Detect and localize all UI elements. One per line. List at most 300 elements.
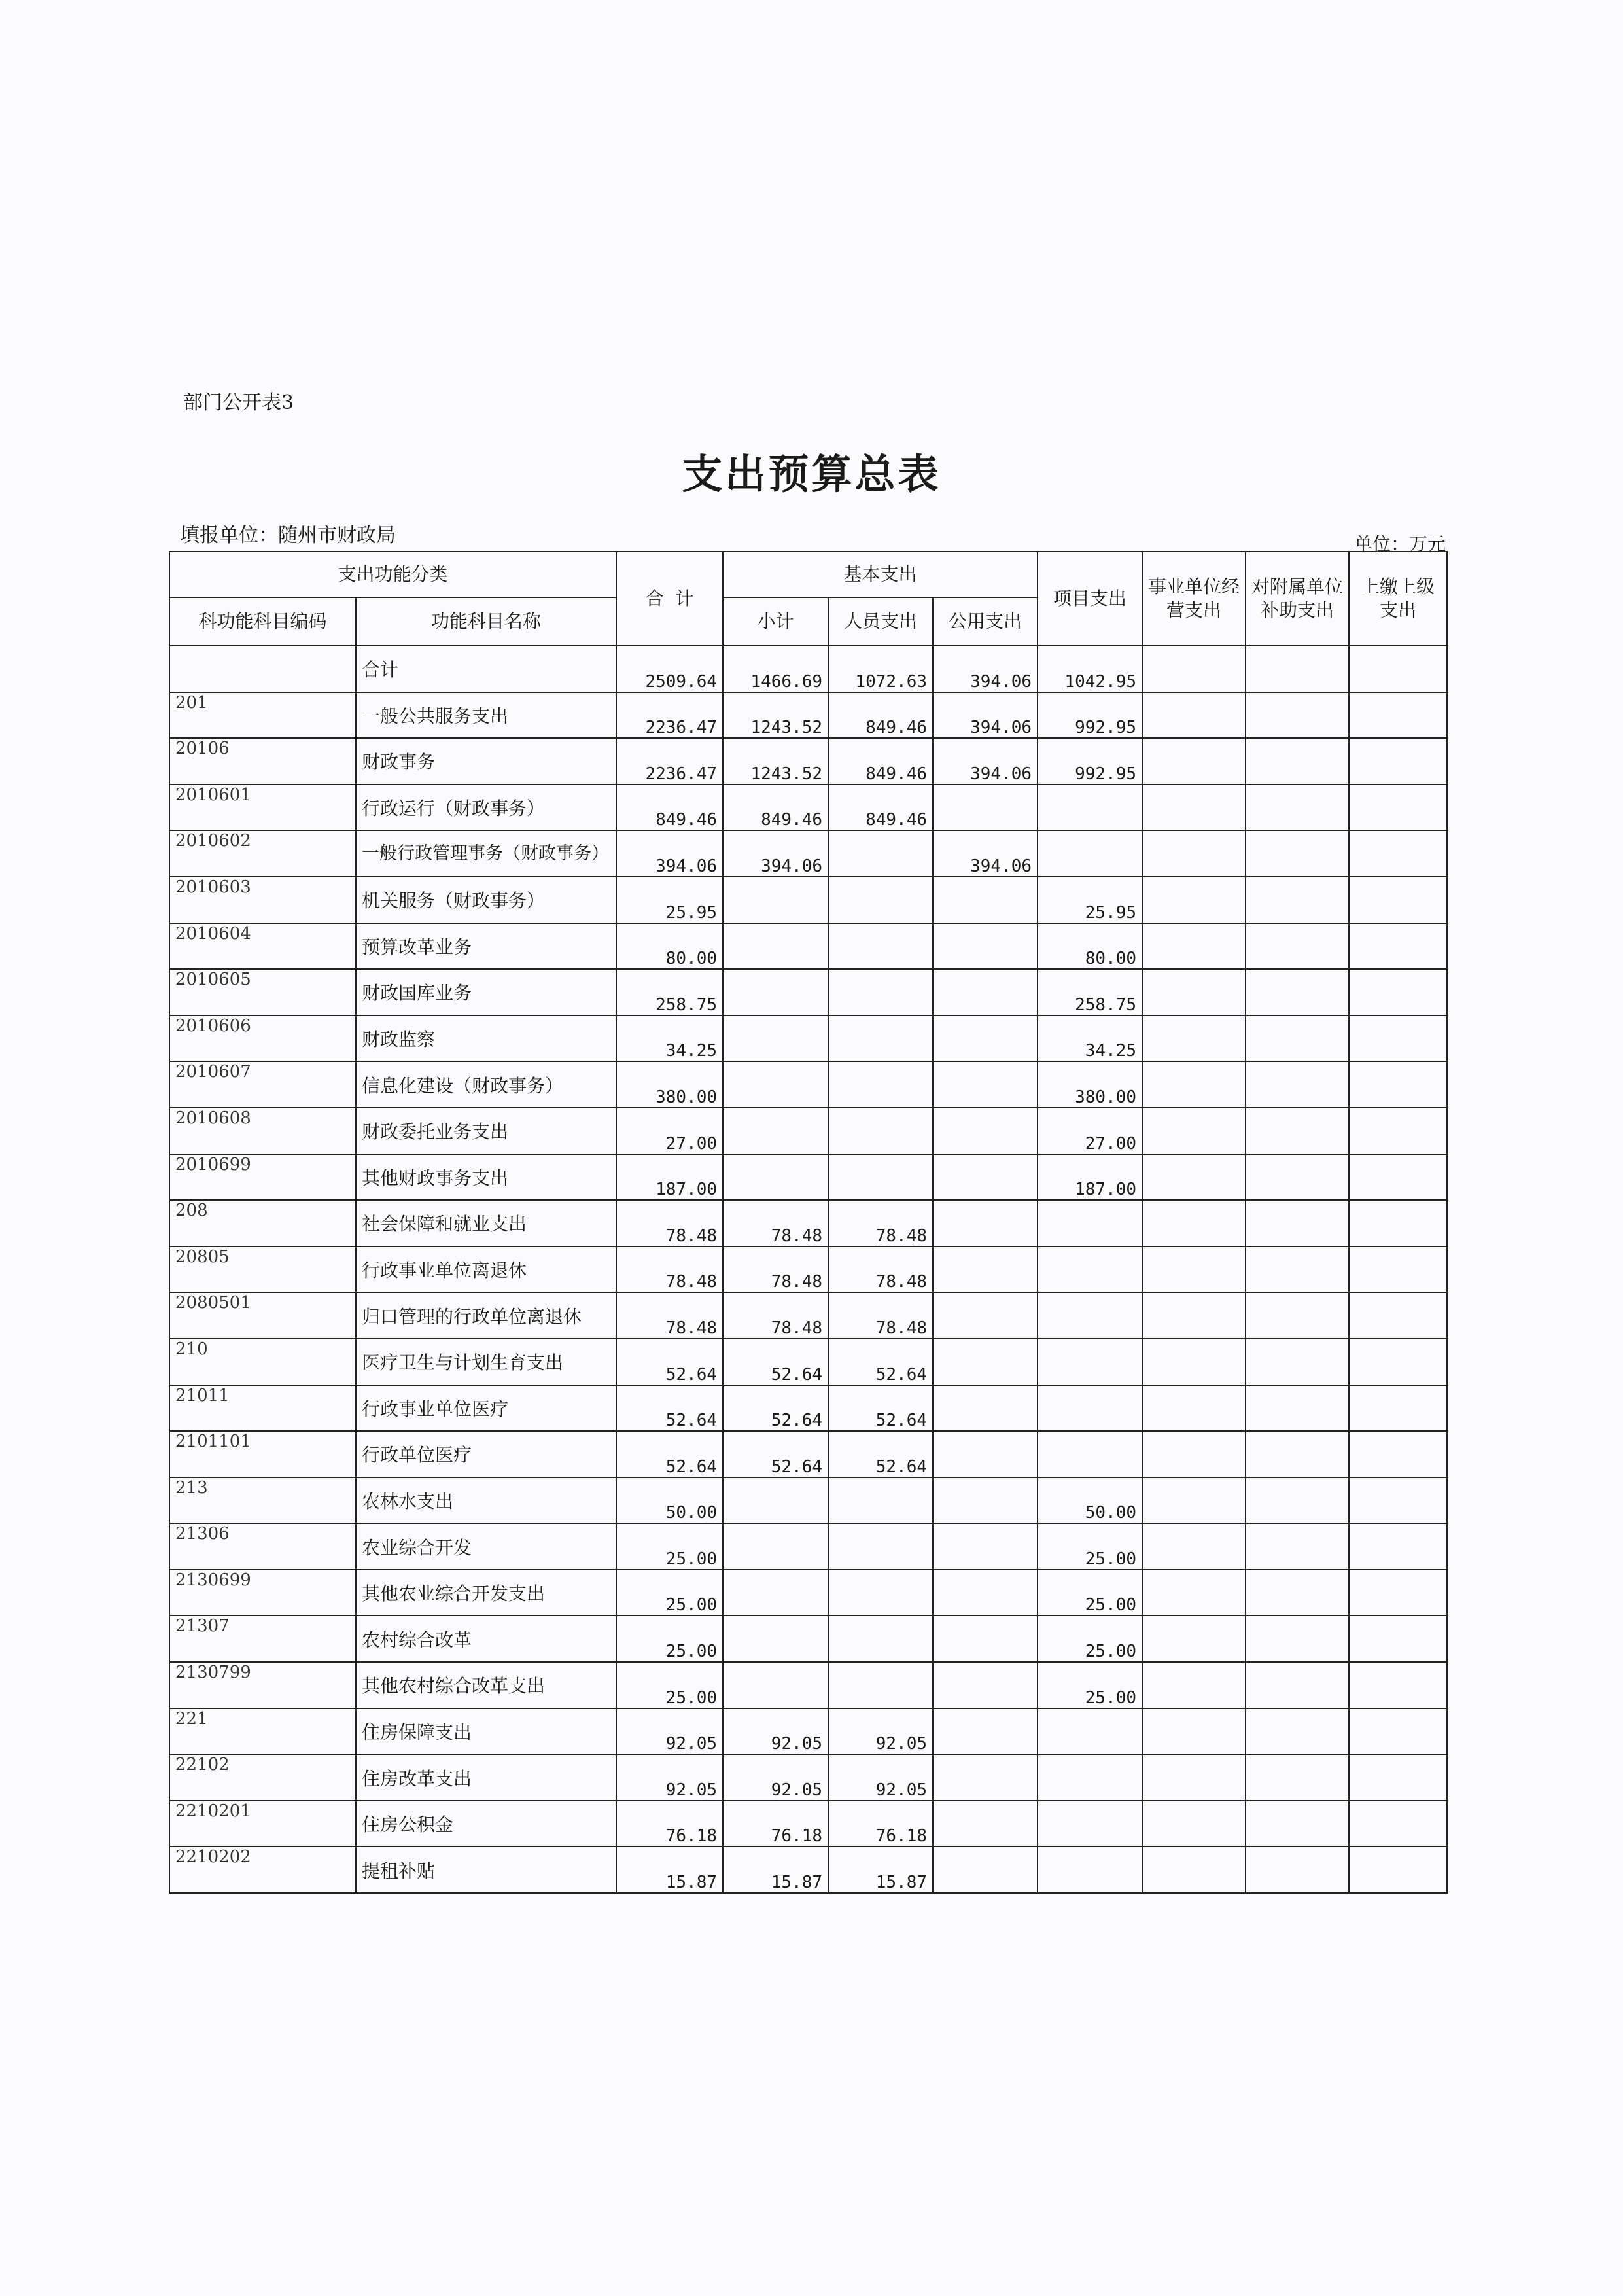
row-name: 医疗卫生与计划生育支出 [356, 1339, 616, 1385]
row-upper [1349, 1523, 1447, 1570]
row-name: 社会保障和就业支出 [356, 1200, 616, 1246]
row-personnel: 78.48 [828, 1246, 933, 1293]
row-personnel [828, 923, 933, 970]
row-subtotal [723, 1662, 828, 1708]
row-name: 合计 [356, 646, 616, 692]
row-code: 2010699 [169, 1154, 356, 1201]
row-biz-unit [1142, 646, 1246, 692]
row-project [1038, 1339, 1142, 1385]
row-upper [1349, 1016, 1447, 1062]
row-biz-unit [1142, 1754, 1246, 1801]
row-project: 187.00 [1038, 1154, 1142, 1201]
row-subtotal: 78.48 [723, 1200, 828, 1246]
row-upper [1349, 1385, 1447, 1432]
row-name: 农林水支出 [356, 1477, 616, 1524]
row-code: 208 [169, 1200, 356, 1246]
row-code: 20805 [169, 1246, 356, 1293]
row-code: 21306 [169, 1523, 356, 1570]
form-number: 部门公开表3 [183, 391, 294, 414]
row-subsidy [1246, 1801, 1349, 1847]
row-biz-unit [1142, 1061, 1246, 1108]
row-subtotal [723, 1061, 828, 1108]
row-biz-unit [1142, 1385, 1246, 1432]
row-personnel: 1072.63 [828, 646, 933, 692]
row-upper [1349, 1154, 1447, 1201]
row-code: 2010601 [169, 785, 356, 831]
row-total: 2236.47 [616, 738, 723, 785]
row-subtotal [723, 1016, 828, 1062]
row-public [933, 1754, 1038, 1801]
row-personnel: 92.05 [828, 1754, 933, 1801]
row-subsidy [1246, 1754, 1349, 1801]
row-public: 394.06 [933, 692, 1038, 739]
row-upper [1349, 969, 1447, 1016]
row-public [933, 1708, 1038, 1755]
table-row [169, 1523, 1447, 1570]
row-name: 行政事业单位医疗 [356, 1385, 616, 1432]
row-project: 34.25 [1038, 1016, 1142, 1062]
row-name: 其他财政事务支出 [356, 1154, 616, 1201]
row-upper [1349, 692, 1447, 739]
table-row [169, 1154, 1447, 1201]
row-biz-unit [1142, 1339, 1246, 1385]
table-row [169, 692, 1447, 739]
row-subsidy [1246, 923, 1349, 970]
header-basic: 基本支出 [723, 552, 1038, 597]
row-biz-unit [1142, 1154, 1246, 1201]
row-biz-unit [1142, 923, 1246, 970]
row-code: 2010603 [169, 877, 356, 923]
row-personnel: 52.64 [828, 1385, 933, 1432]
row-upper [1349, 1477, 1447, 1524]
row-subtotal [723, 969, 828, 1016]
row-public [933, 1339, 1038, 1385]
table-row [169, 877, 1447, 923]
row-biz-unit [1142, 738, 1246, 785]
row-subsidy [1246, 969, 1349, 1016]
table-row [169, 1061, 1447, 1108]
row-code: 2210202 [169, 1846, 356, 1893]
row-subtotal: 78.48 [723, 1292, 828, 1339]
row-personnel [828, 1523, 933, 1570]
row-public [933, 1200, 1038, 1246]
row-name: 预算改革业务 [356, 923, 616, 970]
row-subtotal: 92.05 [723, 1754, 828, 1801]
row-public [933, 923, 1038, 970]
row-total: 25.00 [616, 1616, 723, 1662]
row-upper [1349, 1246, 1447, 1293]
row-name: 财政国库业务 [356, 969, 616, 1016]
row-personnel [828, 969, 933, 1016]
header-subtotal: 小计 [723, 597, 828, 646]
row-name: 行政事业单位离退休 [356, 1246, 616, 1293]
header-func-class: 支出功能分类 [169, 552, 616, 597]
row-code: 2210201 [169, 1801, 356, 1847]
row-upper [1349, 1846, 1447, 1893]
row-upper [1349, 1108, 1447, 1154]
row-subsidy [1246, 1385, 1349, 1432]
row-project [1038, 1846, 1142, 1893]
row-total: 78.48 [616, 1200, 723, 1246]
table-row [169, 1801, 1447, 1847]
row-project: 80.00 [1038, 923, 1142, 970]
row-upper [1349, 1200, 1447, 1246]
row-upper [1349, 1708, 1447, 1755]
row-upper [1349, 1570, 1447, 1616]
row-biz-unit [1142, 1431, 1246, 1477]
row-upper [1349, 1801, 1447, 1847]
row-upper [1349, 1431, 1447, 1477]
row-code: 2080501 [169, 1292, 356, 1339]
row-total: 258.75 [616, 969, 723, 1016]
row-subsidy [1246, 1431, 1349, 1477]
row-project [1038, 1754, 1142, 1801]
row-subsidy [1246, 1616, 1349, 1662]
row-personnel: 52.64 [828, 1431, 933, 1477]
table-row [169, 1477, 1447, 1524]
row-subsidy [1246, 1662, 1349, 1708]
row-code: 2130699 [169, 1570, 356, 1616]
row-project [1038, 1431, 1142, 1477]
row-subsidy [1246, 738, 1349, 785]
row-public [933, 1292, 1038, 1339]
row-subtotal: 849.46 [723, 785, 828, 831]
row-subtotal [723, 1108, 828, 1154]
row-subtotal [723, 1477, 828, 1524]
row-personnel [828, 1154, 933, 1201]
row-project: 992.95 [1038, 692, 1142, 739]
row-code: 2101101 [169, 1431, 356, 1477]
row-subtotal: 78.48 [723, 1246, 828, 1293]
row-name: 财政委托业务支出 [356, 1108, 616, 1154]
row-total: 394.06 [616, 830, 723, 877]
header-public: 公用支出 [933, 597, 1038, 646]
row-biz-unit [1142, 1016, 1246, 1062]
row-subsidy [1246, 1846, 1349, 1893]
row-name: 其他农村综合改革支出 [356, 1662, 616, 1708]
row-personnel [828, 1662, 933, 1708]
row-subtotal: 52.64 [723, 1339, 828, 1385]
row-subsidy [1246, 1061, 1349, 1108]
row-biz-unit [1142, 692, 1246, 739]
row-project: 380.00 [1038, 1061, 1142, 1108]
row-personnel: 92.05 [828, 1708, 933, 1755]
row-code: 21307 [169, 1616, 356, 1662]
row-total: 92.05 [616, 1754, 723, 1801]
row-total: 80.00 [616, 923, 723, 970]
row-public: 394.06 [933, 738, 1038, 785]
table-row [169, 1246, 1447, 1293]
row-personnel: 849.46 [828, 692, 933, 739]
row-subsidy [1246, 1154, 1349, 1201]
row-subtotal: 52.64 [723, 1431, 828, 1477]
row-subtotal: 92.05 [723, 1708, 828, 1755]
page-title: 支出预算总表 [682, 450, 941, 498]
row-subsidy [1246, 785, 1349, 831]
row-subtotal: 52.64 [723, 1385, 828, 1432]
table-row [169, 969, 1447, 1016]
row-subsidy [1246, 1708, 1349, 1755]
row-subtotal: 1243.52 [723, 692, 828, 739]
row-biz-unit [1142, 1200, 1246, 1246]
row-project [1038, 1292, 1142, 1339]
row-total: 52.64 [616, 1385, 723, 1432]
row-biz-unit [1142, 1246, 1246, 1293]
row-code: 2010608 [169, 1108, 356, 1154]
row-biz-unit [1142, 1570, 1246, 1616]
row-upper [1349, 1339, 1447, 1385]
row-name: 财政监察 [356, 1016, 616, 1062]
row-project: 50.00 [1038, 1477, 1142, 1524]
row-public [933, 1616, 1038, 1662]
row-total: 34.25 [616, 1016, 723, 1062]
row-public: 394.06 [933, 830, 1038, 877]
row-upper [1349, 785, 1447, 831]
row-upper [1349, 1061, 1447, 1108]
row-public [933, 1016, 1038, 1062]
row-subtotal: 76.18 [723, 1801, 828, 1847]
table-row [169, 1754, 1447, 1801]
row-subtotal: 15.87 [723, 1846, 828, 1893]
row-project: 27.00 [1038, 1108, 1142, 1154]
row-code: 2010605 [169, 969, 356, 1016]
row-project: 1042.95 [1038, 646, 1142, 692]
row-project [1038, 1708, 1142, 1755]
row-total: 76.18 [616, 1801, 723, 1847]
row-personnel: 15.87 [828, 1846, 933, 1893]
row-code: 210 [169, 1339, 356, 1385]
row-biz-unit [1142, 1662, 1246, 1708]
row-name: 财政事务 [356, 738, 616, 785]
row-public [933, 1246, 1038, 1293]
row-name: 其他农业综合开发支出 [356, 1570, 616, 1616]
row-total: 78.48 [616, 1246, 723, 1293]
row-total: 25.00 [616, 1662, 723, 1708]
row-public [933, 1108, 1038, 1154]
row-project: 258.75 [1038, 969, 1142, 1016]
row-subtotal [723, 1570, 828, 1616]
row-name: 提租补贴 [356, 1846, 616, 1893]
row-public [933, 1385, 1038, 1432]
row-code: 21011 [169, 1385, 356, 1432]
row-name: 行政单位医疗 [356, 1431, 616, 1477]
row-total: 187.00 [616, 1154, 723, 1201]
row-subtotal [723, 877, 828, 923]
row-upper [1349, 1292, 1447, 1339]
row-total: 15.87 [616, 1846, 723, 1893]
row-total: 50.00 [616, 1477, 723, 1524]
row-code: 2010606 [169, 1016, 356, 1062]
row-code: 2010604 [169, 923, 356, 970]
row-subtotal [723, 1616, 828, 1662]
row-subtotal [723, 923, 828, 970]
row-personnel [828, 1477, 933, 1524]
row-personnel: 849.46 [828, 738, 933, 785]
row-biz-unit [1142, 1477, 1246, 1524]
row-upper [1349, 923, 1447, 970]
row-project [1038, 830, 1142, 877]
row-name: 住房公积金 [356, 1801, 616, 1847]
row-public [933, 1061, 1038, 1108]
row-subsidy [1246, 830, 1349, 877]
row-personnel [828, 1616, 933, 1662]
row-biz-unit [1142, 1616, 1246, 1662]
row-project: 992.95 [1038, 738, 1142, 785]
row-code: 213 [169, 1477, 356, 1524]
row-project [1038, 1385, 1142, 1432]
row-upper [1349, 830, 1447, 877]
row-public [933, 1154, 1038, 1201]
header-upper: 上缴上级支出 [1349, 552, 1447, 646]
row-total: 25.00 [616, 1523, 723, 1570]
header-total: 合 计 [616, 552, 723, 646]
row-subtotal: 1243.52 [723, 738, 828, 785]
row-subsidy [1246, 646, 1349, 692]
row-subtotal: 394.06 [723, 830, 828, 877]
row-upper [1349, 1662, 1447, 1708]
row-name: 农业综合开发 [356, 1523, 616, 1570]
row-subsidy [1246, 1292, 1349, 1339]
expenditure-budget-table [169, 551, 1448, 1894]
row-public [933, 1570, 1038, 1616]
row-public: 394.06 [933, 646, 1038, 692]
row-subsidy [1246, 1339, 1349, 1385]
row-project [1038, 1801, 1142, 1847]
row-project [1038, 1200, 1142, 1246]
row-total: 52.64 [616, 1431, 723, 1477]
row-biz-unit [1142, 1108, 1246, 1154]
row-subsidy [1246, 692, 1349, 739]
row-project: 25.00 [1038, 1523, 1142, 1570]
currency-unit: 单位：万元 [1354, 533, 1446, 555]
row-name: 归口管理的行政单位离退休 [356, 1292, 616, 1339]
row-project [1038, 1246, 1142, 1293]
row-public [933, 1523, 1038, 1570]
row-biz-unit [1142, 1523, 1246, 1570]
row-project: 25.00 [1038, 1616, 1142, 1662]
row-biz-unit [1142, 1292, 1246, 1339]
row-biz-unit [1142, 785, 1246, 831]
row-upper [1349, 646, 1447, 692]
row-subsidy [1246, 1570, 1349, 1616]
row-personnel: 78.48 [828, 1200, 933, 1246]
row-biz-unit [1142, 830, 1246, 877]
row-subtotal [723, 1154, 828, 1201]
table-row [169, 1108, 1447, 1154]
row-total: 27.00 [616, 1108, 723, 1154]
row-name: 一般公共服务支出 [356, 692, 616, 739]
table-row [169, 1846, 1447, 1893]
row-total: 25.95 [616, 877, 723, 923]
table-row [169, 1570, 1447, 1616]
row-public [933, 1477, 1038, 1524]
table-row [169, 738, 1447, 785]
table-row [169, 1200, 1447, 1246]
row-code: 201 [169, 692, 356, 739]
header-code: 科功能科目编码 [169, 597, 356, 646]
header-personnel: 人员支出 [828, 597, 933, 646]
header-subsidy: 对附属单位补助支出 [1246, 552, 1349, 646]
row-upper [1349, 877, 1447, 923]
row-subsidy [1246, 1016, 1349, 1062]
row-personnel [828, 1108, 933, 1154]
row-total: 2236.47 [616, 692, 723, 739]
row-subsidy [1246, 1523, 1349, 1570]
row-subsidy [1246, 1477, 1349, 1524]
row-subsidy [1246, 877, 1349, 923]
row-personnel: 849.46 [828, 785, 933, 831]
row-public [933, 785, 1038, 831]
row-personnel: 78.48 [828, 1292, 933, 1339]
row-public [933, 1846, 1038, 1893]
table-row [169, 785, 1447, 831]
row-total: 25.00 [616, 1570, 723, 1616]
row-public [933, 1662, 1038, 1708]
row-project: 25.00 [1038, 1570, 1142, 1616]
row-subtotal [723, 1523, 828, 1570]
row-personnel: 76.18 [828, 1801, 933, 1847]
row-biz-unit [1142, 969, 1246, 1016]
row-personnel [828, 1016, 933, 1062]
row-code: 22102 [169, 1754, 356, 1801]
reporting-unit: 填报单位：随州市财政局 [180, 524, 396, 547]
row-project [1038, 785, 1142, 831]
row-subsidy [1246, 1246, 1349, 1293]
row-code: 2130799 [169, 1662, 356, 1708]
row-name: 一般行政管理事务（财政事务） [356, 830, 616, 877]
row-personnel [828, 1570, 933, 1616]
row-total: 92.05 [616, 1708, 723, 1755]
row-biz-unit [1142, 1708, 1246, 1755]
row-biz-unit [1142, 1846, 1246, 1893]
table-row [169, 830, 1447, 877]
row-name: 农村综合改革 [356, 1616, 616, 1662]
row-subsidy [1246, 1108, 1349, 1154]
table-row [169, 1662, 1447, 1708]
row-code: 2010602 [169, 830, 356, 877]
row-total: 52.64 [616, 1339, 723, 1385]
table-row [169, 1431, 1447, 1477]
table-row [169, 1385, 1447, 1432]
row-total: 2509.64 [616, 646, 723, 692]
row-project: 25.95 [1038, 877, 1142, 923]
row-project: 25.00 [1038, 1662, 1142, 1708]
table-body [169, 646, 1447, 1893]
row-code [169, 646, 356, 692]
table-row [169, 923, 1447, 970]
table-row [169, 1616, 1447, 1662]
row-subsidy [1246, 1200, 1349, 1246]
header-name: 功能科目名称 [356, 597, 616, 646]
row-biz-unit [1142, 877, 1246, 923]
row-personnel [828, 877, 933, 923]
row-public [933, 877, 1038, 923]
table-row [169, 646, 1447, 692]
row-upper [1349, 738, 1447, 785]
row-total: 78.48 [616, 1292, 723, 1339]
table-row [169, 1292, 1447, 1339]
row-upper [1349, 1754, 1447, 1801]
row-subtotal: 1466.69 [723, 646, 828, 692]
row-biz-unit [1142, 1801, 1246, 1847]
row-personnel [828, 1061, 933, 1108]
row-code: 20106 [169, 738, 356, 785]
row-total: 849.46 [616, 785, 723, 831]
row-personnel [828, 830, 933, 877]
row-name: 行政运行（财政事务） [356, 785, 616, 831]
table-row [169, 1708, 1447, 1755]
row-public [933, 969, 1038, 1016]
